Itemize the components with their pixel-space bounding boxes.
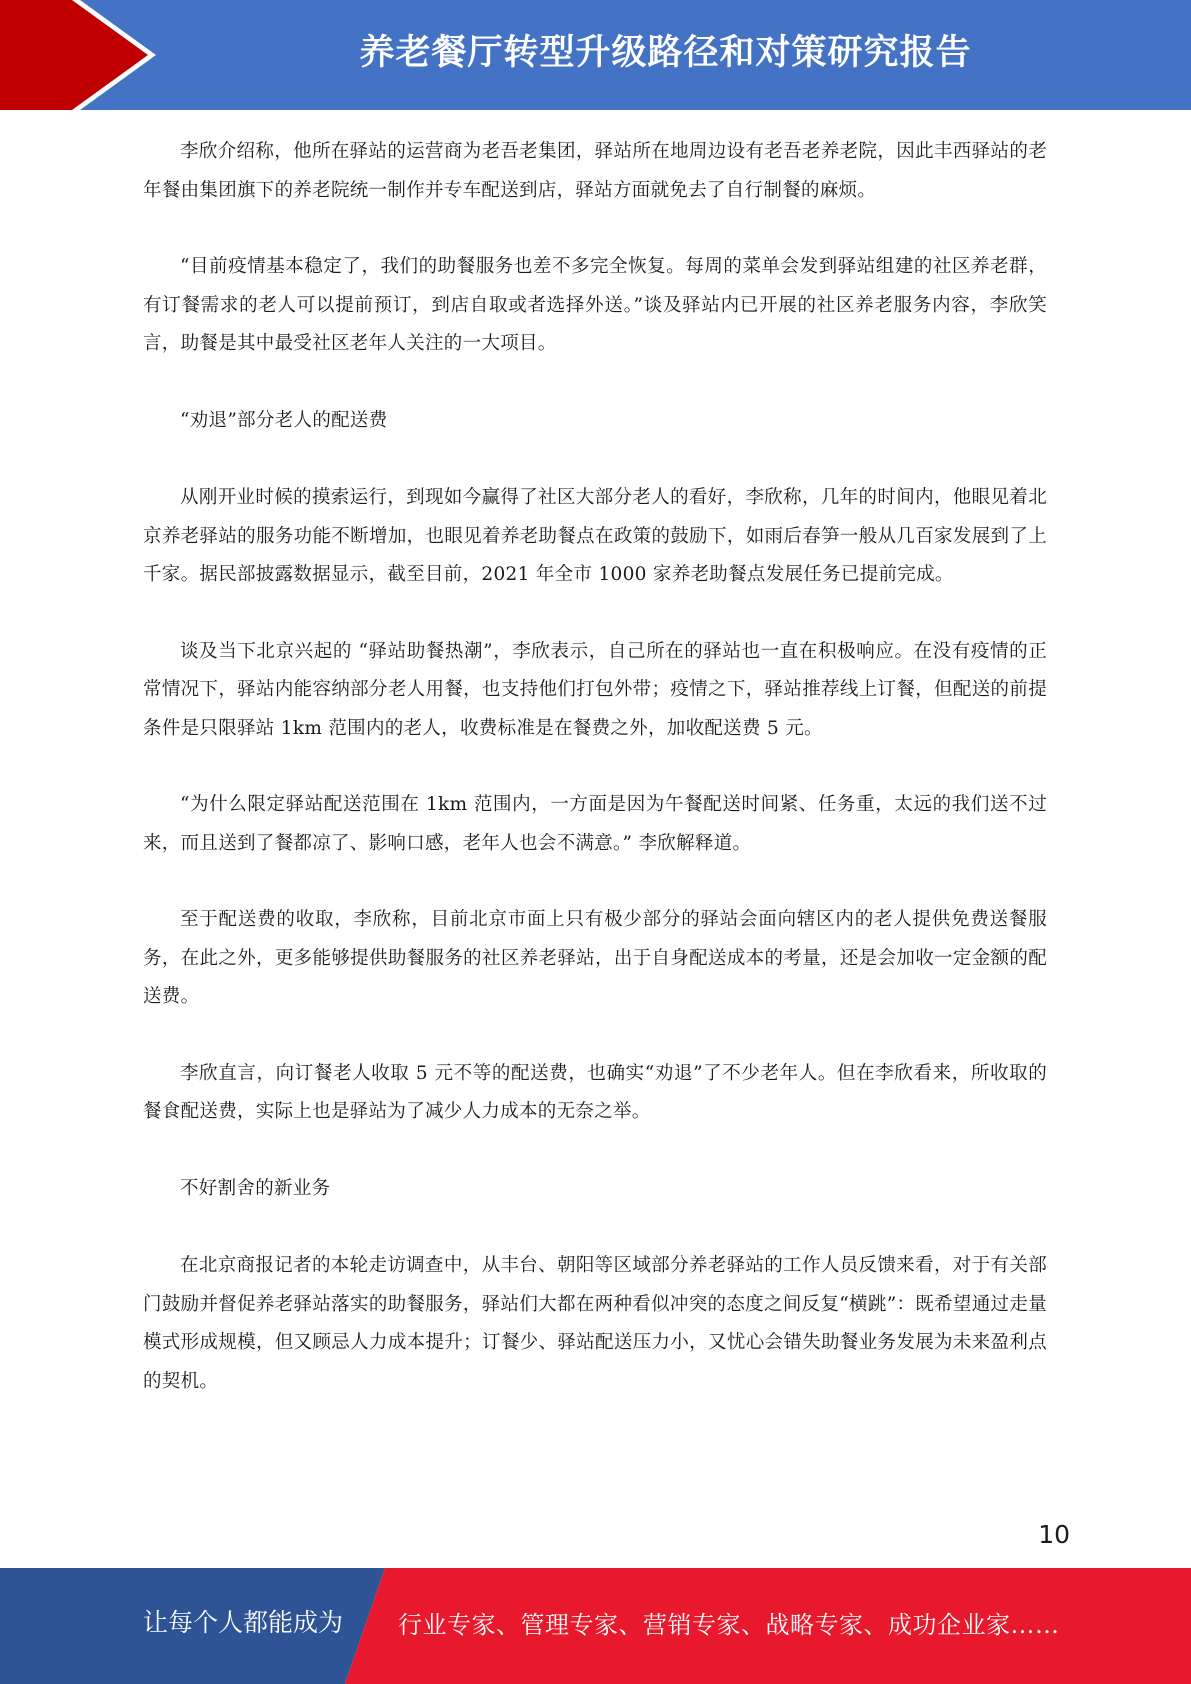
section-subheading: “劝退”部分老人的配送费 <box>180 409 388 431</box>
paragraph: 至于配送费的收取，李欣称，目前北京市面上只有极少部分的驿站会面向辖区内的老人提供免费送餐服务，在此之外，更多能够提供助餐服务的社区养老驿站，出于自身配送成本的考量，还是会加收一定金额的配送费。 <box>143 909 1047 1007</box>
section-subheading: 不好割舍的新业务 <box>180 1177 331 1199</box>
paragraph: 在北京商报记者的本轮走访调查中，从丰台、朝阳等区域部分养老驿站的工作人员反馈来看，对于有关部门鼓励并督促养老驿站落实的助餐服务，驿站们大都在两种看似冲突的态度之间反复“横跳”：既希望通过走量模式形成规模，但又顾忌人力成本提升；订餐少、驿站配送压力小，又忧心会错失助餐业务发展为未来盈利点的契机。 <box>143 1255 1047 1392</box>
page-number: 10 <box>1038 1520 1070 1549</box>
paragraph: “为什么限定驿站配送范围在 1km 范围内，一方面是因为午餐配送时间紧、任务重，太远的我们送不过来，而且送到了餐都凉了、影响口感，老年人也会不满意。” 李欣解释道。 <box>143 794 1047 854</box>
paragraph: “目前疫情基本稳定了，我们的助餐服务也差不多完全恢复。每周的菜单会发到驿站组建的社区养老群，有订餐需求的老人可以提前预订，到店自取或者选择外送。”谈及驿站内已开展的社区养老服务内容，李欣笑言，助餐是其中最受社区老年人关注的一大项目。 <box>143 256 1047 354</box>
header-chevron-decoration <box>0 0 160 110</box>
paragraph: 李欣直言，向订餐老人收取 5 元不等的配送费，也确实“劝退”了不少老年人。但在李欣看来，所收取的餐食配送费，实际上也是驿站为了减少人力成本的无奈之举。 <box>143 1062 1047 1122</box>
page-footer <box>0 1568 1191 1684</box>
report-title: 养老餐厅转型升级路径和对策研究报告 <box>359 33 972 73</box>
paragraph: 从刚开业时候的摸索运行，到现如今赢得了社区大部分老人的看好，李欣称，几年的时间内，他眼见着北京养老驿站的服务功能不断增加，也眼见着养老助餐点在政策的鼓励下，如雨后春笋一般从几百家发展到了上千家。据民部披露数据显示，截至目前，2021 年全市 1000 家养老助餐点发展任务已提前完成。 <box>143 487 1047 585</box>
page-header <box>0 0 1191 110</box>
footer-slogan-left: 让每个人都能成为 <box>143 1608 344 1637</box>
article-body <box>143 133 1047 1439</box>
footer-slogan-right: 行业专家、管理专家、营销专家、战略专家、成功企业家…… <box>398 1611 1060 1639</box>
paragraph: 谈及当下北京兴起的 “驿站助餐热潮”，李欣表示，自己所在的驿站也一直在积极响应。在没有疫情的正常情况下，驿站内能容纳部分老人用餐，也支持他们打包外带；疫情之下，驿站推荐线上订餐，但配送的前提条件是只限驿站 1km 范围内的老人，收费标准是在餐费之外，加收配送费 5 元。 <box>143 640 1047 739</box>
paragraph: 李欣介绍称，他所在驿站的运营商为老吾老集团，驿站所在地周边设有老吾老养老院，因此丰西驿站的老年餐由集团旗下的养老院统一制作并专车配送到店，驿站方面就免去了自行制餐的麻烦。 <box>143 141 1047 201</box>
